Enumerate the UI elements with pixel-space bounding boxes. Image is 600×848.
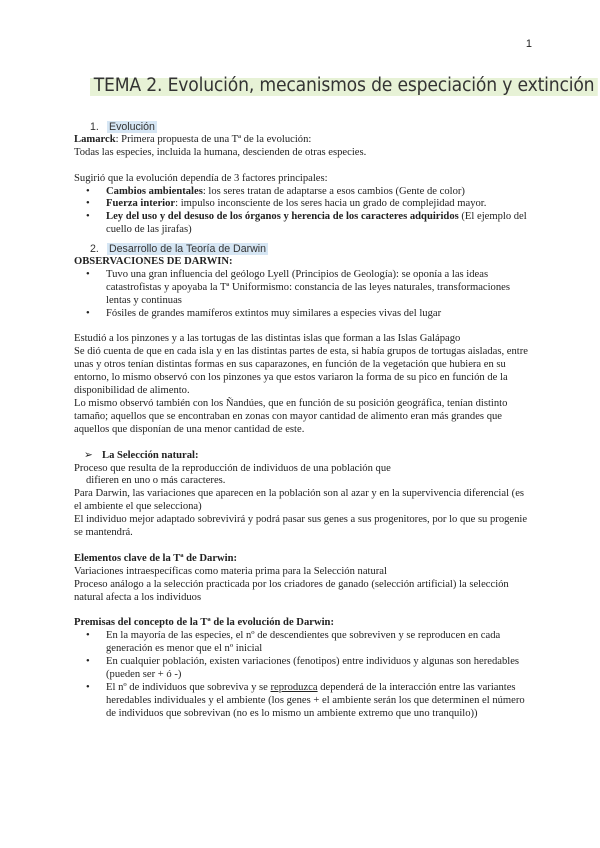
factor-name: Fuerza interior [106,198,176,210]
section-1-title: Evolución [109,121,155,133]
bullet-icon: • [86,656,90,668]
factors-list [74,186,534,238]
observation-text: Fósiles de grandes mamíferos extintos muy similares a especies vivas del lugar [106,307,442,319]
section-2-number: 2. [90,243,99,256]
section-1-number: 1. [90,121,99,133]
list-item [86,630,534,656]
natural-selection-title: La Selección natural: [102,449,199,461]
natural-selection-heading [74,450,534,463]
list-item [86,656,534,682]
arrow-icon: ➢ [84,449,93,461]
lamarck-line [74,134,534,147]
lamarck-text: : Primera propuesta de una Tª de la evolución: [115,133,312,145]
section-1-heading [90,121,534,134]
observations-list [74,269,534,321]
document-body [74,121,534,721]
key-elements-heading: Elementos clave de la Tª de Darwin: [74,552,238,564]
bullet-icon: • [86,198,90,210]
bullet-icon: • [86,268,90,280]
premise-text: dependerá de la interacción entre las variantes heredables individuales y el ambiente (los genes + el ambiente serán los que determinen el número de individuos que sobrevivan (no es lo mismo un ambiente extremo que uno tranquilo)) [106,681,525,719]
factor-name: Ley del uso y del desuso de los órganos y herencia de los caracteres adquiridos [106,211,459,223]
premises-heading: Premisas del concepto de la Tª de la evolución de Darwin: [74,617,334,629]
bullet-icon: • [86,185,90,197]
list-item [86,185,534,199]
paragraph-line: Variaciones intraespecíficas como materia prima para la Selección natural [74,565,387,577]
list-item [86,211,534,237]
paragraph-line: difieren en uno o más caracteres. [86,475,226,487]
premise-text: En cualquier población, existen variaciones (fenotipos) entre individuos y algunas son heredables (pueden ser + ó -) [106,656,520,680]
paragraph-line: Se dió cuenta de que en cada isla y en las distintas partes de esta, si había grupos de tortugas aisladas, entre unas y otros tenían distintas formas en sus caparazones, en función de la vegetación que hubiera en su entorno, lo mismo observó con los pinzones ya que estos variaron la forma de su pico en función de la disponibilidad de alimento. [74,346,528,397]
bullet-icon: • [86,630,90,642]
observations-title: OBSERVACIONES DE DARWIN: [74,256,233,268]
section-2-heading [90,243,534,256]
paragraph-line: Para Darwin, las variaciones que aparecen en la población son al azar y en la supervivencia diferencial (es el ambiente el que selecciona) [74,488,525,513]
bullet-icon: • [86,211,90,223]
paragraph-line: Lo mismo observó también con los Ñandúes, que en función de su posición geográfica, tenían distinto tamaño; aquellos que se encontraban en zonas con mayor cantidad de alimento eran más grandes que aquellos que disponían de una menor cantidad de este. [74,398,508,435]
list-item [86,198,534,211]
bullet-icon: • [86,307,90,319]
paragraph-line: Proceso análogo a la selección practicada por los criadores de ganado (selección artificial) la selección natural afecta a los individuos [74,578,509,603]
bullet-icon: • [86,681,90,693]
underlined-word: reproduzca [270,681,318,693]
premise-text: El nº de individuos que sobreviva y se [106,681,271,693]
page-title: TEMA 2. Evolución, mecanismos de especiación y extinción [90,78,598,96]
title-container [90,75,595,96]
observation-text: Tuvo una gran influencia del geólogo Lyell (Principios de Geología): se oponía a las ideas catastrofistas y apoyaba la Tª Uniformismo: constancia de las leyes naturales, transformaciones lentas y continuas [106,268,510,306]
premise-text: En la mayoría de las especies, el nº de descendientes que sobreviven y se reproducen en cada generación es menor que el nº inicial [106,630,501,655]
lamarck-label: Lamarck [74,133,116,145]
page-number: 1 [525,38,532,50]
factor-text: : los seres tratan de adaptarse a esos cambios (Gente de color) [202,185,465,197]
list-item [86,268,534,308]
factor-name: Cambios ambientales [106,185,203,197]
factor-text: : impulso inconsciente de los seres hacia un grado de complejidad mayor. [175,198,487,210]
paragraph-line: El individuo mejor adaptado sobrevivirá y podrá pasar sus genes a sus progenitores, por lo que su progenie se mantendrá. [74,514,528,539]
factor-text: (El ejemplo del cuello de las jirafas) [106,211,527,236]
factors-intro: Sugirió que la evolución dependía de 3 factores principales: [74,172,328,184]
premises-list [74,630,534,720]
list-item [86,681,534,721]
paragraph-line: Estudió a los pinzones y a las tortugas de las distintas islas que forman a las Islas Galápago [74,333,461,345]
list-item [86,307,534,321]
paragraph-line: Proceso que resulta de la reproducción de individuos de una población que [74,462,391,474]
species-line: Todas las especies, incluida la humana, descienden de otras especies. [74,146,367,158]
section-2-title: Desarrollo de la Teoría de Darwin [109,243,267,256]
